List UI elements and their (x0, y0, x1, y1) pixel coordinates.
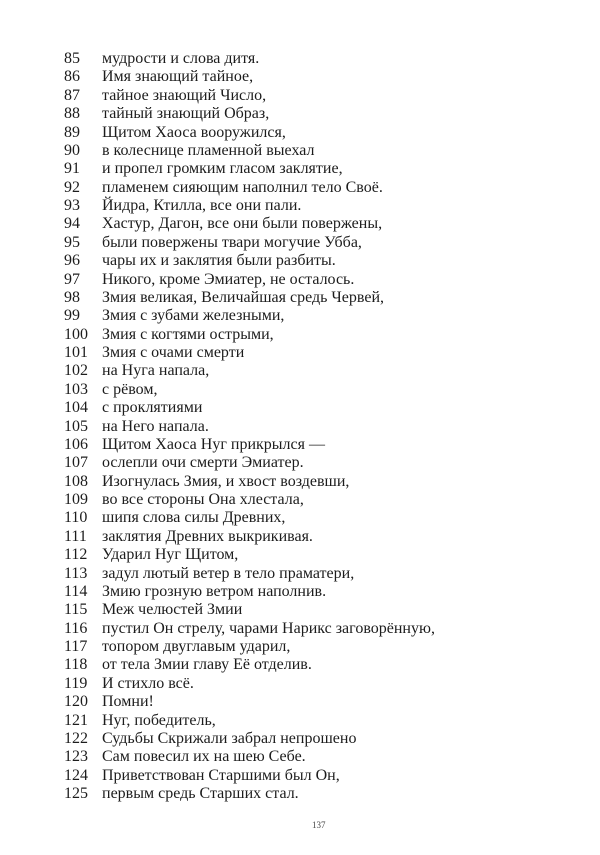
verse-line (64, 583, 435, 601)
verse-line (64, 87, 435, 105)
line-number: 112 (64, 546, 88, 564)
verse-text: Изогнулась Змия, и хвост воздевши, (102, 472, 350, 490)
line-number: 105 (64, 417, 88, 435)
verse-line (64, 656, 435, 674)
verse-line (64, 693, 435, 711)
verse-text: Змия с зубами железными, (102, 307, 285, 325)
line-number: 87 (64, 86, 80, 104)
verse-line (64, 326, 435, 344)
verse-text: Змия с когтями острыми, (102, 325, 274, 343)
verse-line (64, 767, 435, 785)
verse-text: Щитом Хаоса вооружился, (102, 123, 286, 141)
verse-line (64, 436, 435, 454)
verse-line (64, 50, 435, 68)
verse-text: Змия великая, Величайшая средь Червей, (102, 288, 385, 306)
line-number: 110 (64, 509, 88, 527)
verse-line (64, 271, 435, 289)
verse-text: Змия с очами смерти (102, 344, 245, 361)
verse-line (64, 179, 435, 197)
verse-line (64, 105, 435, 123)
line-number: 101 (64, 344, 88, 361)
line-number: 115 (64, 601, 88, 619)
verse-text: Помни! (102, 693, 154, 711)
verse-list (64, 50, 435, 803)
verse-text: Щитом Хаоса Нуг прикрылся — (102, 435, 325, 453)
line-number: 100 (64, 325, 88, 343)
page-number: 137 (312, 820, 326, 830)
line-number: 86 (64, 68, 80, 86)
line-number: 107 (64, 454, 88, 472)
line-number: 123 (64, 748, 88, 766)
line-number: 122 (64, 729, 88, 747)
verse-text: первым средь Старших стал. (102, 785, 299, 802)
verse-line (64, 289, 435, 307)
verse-text: на Него напала. (102, 417, 209, 435)
verse-line (64, 785, 435, 803)
line-number: 99 (64, 307, 80, 325)
verse-text: и пропел громким гласом заклятие, (102, 160, 343, 178)
line-number: 98 (64, 288, 80, 306)
verse-line (64, 234, 435, 252)
line-number: 116 (64, 619, 88, 637)
line-number: 85 (64, 50, 80, 67)
verse-text: мудрости и слова дитя. (102, 50, 260, 67)
verse-text: с проклятиями (102, 399, 203, 417)
verse-text: Ударил Нуг Щитом, (102, 546, 239, 564)
verse-line (64, 601, 435, 619)
line-number: 88 (64, 105, 80, 123)
line-number: 92 (64, 178, 80, 196)
verse-line (64, 418, 435, 436)
verse-line (64, 620, 435, 638)
verse-line (64, 197, 435, 215)
line-number: 97 (64, 270, 80, 288)
verse-text: топором двуглавым ударил, (102, 638, 291, 655)
verse-text: Йидра, Ктилла, все они пали. (102, 197, 302, 214)
verse-line (64, 565, 435, 583)
line-number: 117 (64, 638, 88, 655)
verse-text: чары их и заклятия были разбиты. (102, 252, 336, 270)
line-number: 96 (64, 252, 80, 270)
verse-line (64, 142, 435, 160)
verse-text: от тела Змии главу Её отделив. (102, 656, 312, 674)
verse-line (64, 399, 435, 417)
line-number: 111 (64, 527, 87, 545)
verse-line (64, 124, 435, 142)
verse-line (64, 491, 435, 509)
line-number: 120 (64, 693, 88, 711)
verse-text: ослепли очи смерти Эмиатер. (102, 454, 304, 472)
verse-line (64, 454, 435, 472)
line-number: 114 (64, 582, 88, 600)
verse-line (64, 68, 435, 86)
verse-text: Никого, кроме Эмиатер, не осталось. (102, 270, 355, 288)
verse-line (64, 638, 435, 656)
verse-text: Хастур, Дагон, все они были повержены, (102, 215, 383, 233)
verse-text: Змию грозную ветром наполнив. (102, 582, 327, 600)
verse-text: задул лютый ветер в тело праматери, (102, 564, 355, 582)
verse-line (64, 160, 435, 178)
verse-text: Судьбы Скрижали забрал непрошено (102, 729, 357, 747)
verse-text: шипя слова силы Древних, (102, 509, 286, 527)
line-number: 93 (64, 197, 80, 214)
verse-text: Меж челюстей Змии (102, 601, 243, 619)
line-number: 121 (64, 711, 88, 729)
verse-text: Сам повесил их на шею Себе. (102, 748, 306, 766)
line-number: 124 (64, 766, 88, 784)
line-number: 89 (64, 123, 80, 141)
verse-line (64, 528, 435, 546)
verse-text: тайный знающий Образ, (102, 105, 270, 123)
line-number: 95 (64, 233, 80, 251)
line-number: 119 (64, 674, 88, 692)
verse-text: на Нуга напала, (102, 362, 210, 380)
verse-line (64, 712, 435, 730)
verse-line (64, 748, 435, 766)
line-number: 118 (64, 656, 88, 674)
verse-line (64, 344, 435, 362)
verse-line (64, 675, 435, 693)
line-number: 103 (64, 380, 88, 398)
line-number: 91 (64, 160, 80, 178)
line-number: 102 (64, 362, 88, 380)
line-number: 106 (64, 435, 88, 453)
verse-text: Приветствован Старшими был Он, (102, 766, 340, 784)
line-number: 90 (64, 141, 80, 159)
verse-line (64, 381, 435, 399)
verse-text: во все стороны Она хлестала, (102, 491, 304, 508)
line-number: 125 (64, 785, 88, 802)
verse-line (64, 509, 435, 527)
verse-text: были повержены твари могучие Убба, (102, 233, 362, 251)
line-number: 113 (64, 564, 88, 582)
verse-line (64, 362, 435, 380)
line-number: 108 (64, 472, 88, 490)
line-number: 94 (64, 215, 80, 233)
verse-text: И стихло всё. (102, 674, 194, 692)
verse-line (64, 473, 435, 491)
verse-line (64, 730, 435, 748)
verse-text: пламенем сияющим наполнил тело Своё. (102, 178, 383, 196)
verse-text: Имя знающий тайное, (102, 68, 254, 86)
verse-line (64, 546, 435, 564)
verse-text: с рёвом, (102, 380, 158, 398)
verse-text: Нуг, победитель, (102, 711, 216, 729)
verse-text: заклятия Древних выкрикивая. (102, 527, 313, 545)
verse-text: пустил Он стрелу, чарами Нарикс заговорённую, (102, 619, 435, 637)
verse-line (64, 252, 435, 270)
verse-line (64, 307, 435, 325)
line-number: 109 (64, 491, 88, 508)
line-number: 104 (64, 399, 88, 417)
verse-line (64, 215, 435, 233)
verse-text: тайное знающий Число, (102, 86, 267, 104)
verse-text: в колеснице пламенной выехал (102, 141, 315, 159)
